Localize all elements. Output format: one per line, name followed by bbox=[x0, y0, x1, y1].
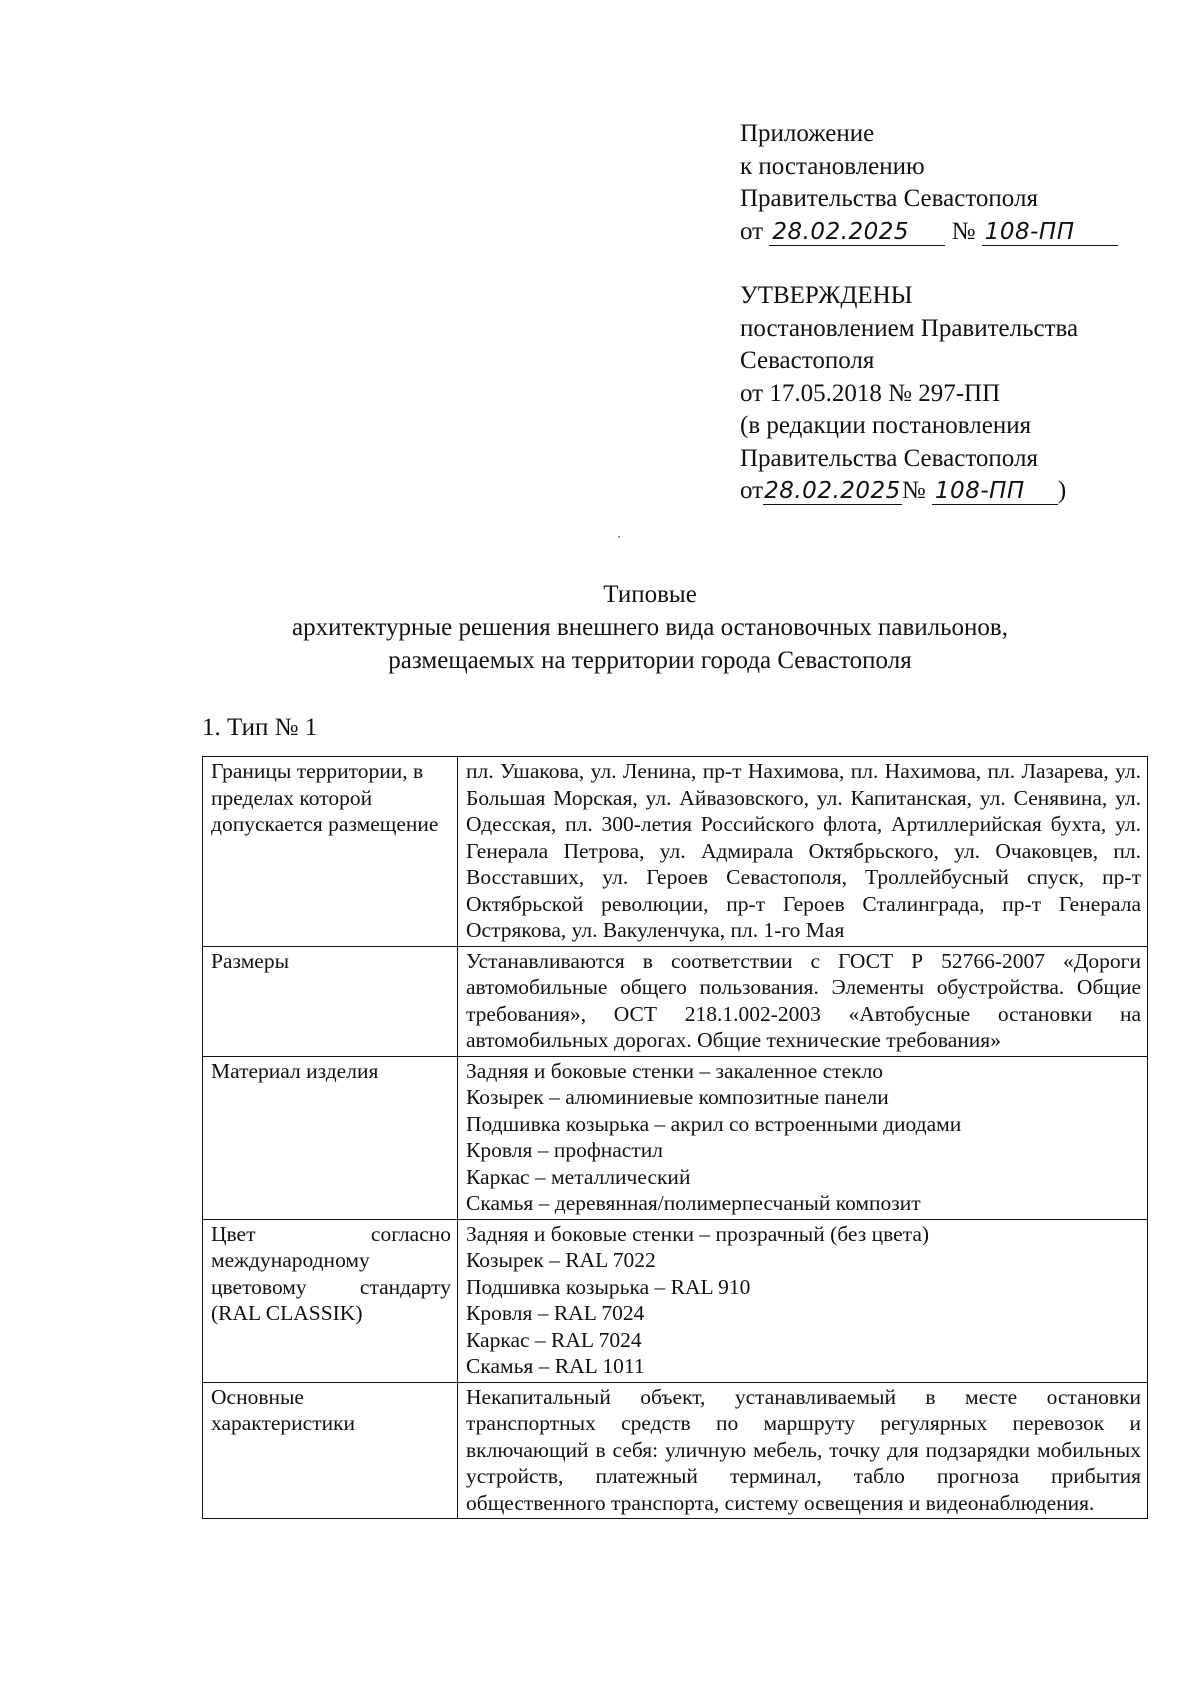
handwritten-number: 108-ПП bbox=[932, 478, 1058, 505]
row-value: Устанавливаются в соответствии с ГОСТ Р 52766-2007 «Дороги автомобильные общего пользования. Элементы обустройства. Общие требования», ОСТ 218.1.002-2003 «Автобусные остановки на автомобильных дорогах. Общие технические требования» bbox=[458, 946, 1148, 1056]
section-heading: 1. Тип № 1 bbox=[202, 714, 318, 741]
row-value-list bbox=[458, 1056, 1148, 1219]
row-value: Некапитальный объект, устанавливаемый в месте остановки транспортных средств по маршруту регулярных перевозок и включающий в себя: уличную мебель, точку для подзарядки мобильных устройств, платежный терминал, табло прогноза прибытия общественного транспорта, систему освещения и видеонаблюдения. bbox=[458, 1382, 1148, 1519]
table-row bbox=[203, 1056, 1148, 1219]
row-label: Основные характеристики bbox=[203, 1382, 458, 1519]
list-item: Кровля – RAL 7024 bbox=[466, 1301, 645, 1325]
handwritten-date: 28.02.2025 bbox=[769, 219, 945, 246]
date-prefix: от bbox=[740, 477, 764, 504]
date-prefix: от bbox=[740, 217, 764, 245]
number-prefix: № bbox=[901, 477, 926, 504]
appendix-line: Приложение bbox=[740, 120, 875, 147]
row-value-list bbox=[458, 1219, 1148, 1382]
approval-heading: УТВЕРЖДЕНЫ bbox=[740, 282, 913, 309]
row-value: пл. Ушакова, ул. Ленина, пр-т Нахимова, пл. Нахимова, пл. Лазарева, ул. Большая Морская, ул. Айвазовского, ул. Капитанская, ул. Сенявина, ул. Одесская, пл. 300-летия Российского флота, Артиллерийская бухта, ул. Генерала Петрова, ул. Адмирала Октябрьского, ул. Очаковцев, пл. Восставших, ул. Героев Севастополя, Троллейбусный спуск, пр-т Октябрьской революции, пр-т Героев Сталинграда, пр-т Генерала Острякова, ул. Вакуленчука, пл. 1-го Мая bbox=[458, 757, 1148, 947]
approval-date-line bbox=[740, 475, 1170, 508]
list-item: Скамья – деревянная/полимерпесчаный композит bbox=[466, 1191, 921, 1215]
handwritten-number: 108-ПП bbox=[982, 219, 1118, 246]
closing-parenthesis: ) bbox=[1057, 477, 1067, 504]
document-title bbox=[200, 578, 1100, 677]
table-row bbox=[203, 1219, 1148, 1382]
approval-line: от 17.05.2018 № 297-ПП bbox=[740, 379, 1001, 407]
approval-line: (в редакции постановления bbox=[740, 412, 1032, 439]
title-line: размещаемых на территории города Севастополя bbox=[388, 647, 912, 674]
list-item: Задняя и боковые стенки – закаленное стекло bbox=[466, 1058, 884, 1083]
row-label: Материал изделия bbox=[203, 1056, 458, 1219]
list-item: Подшивка козырька – RAL 910 bbox=[466, 1274, 751, 1299]
table-row bbox=[203, 757, 1148, 947]
list-item: Задняя и боковые стенки – прозрачный (без цвета) bbox=[466, 1221, 930, 1246]
scan-speck bbox=[618, 536, 620, 538]
approval-line: Севастополя bbox=[740, 347, 875, 374]
table-row bbox=[203, 1382, 1148, 1519]
list-item: Каркас – RAL 7024 bbox=[466, 1327, 642, 1352]
appendix-line: Правительства Севастополя bbox=[740, 185, 1038, 212]
list-item: Кровля – профнастил bbox=[466, 1138, 663, 1162]
title-line: Типовые bbox=[603, 581, 697, 608]
approval-block bbox=[740, 280, 1170, 508]
appendix-block bbox=[740, 118, 1160, 248]
row-label: Размеры bbox=[203, 946, 458, 1056]
appendix-date-line bbox=[740, 216, 1160, 249]
list-item: Каркас – металлический bbox=[466, 1164, 691, 1189]
handwritten-date: 28.02.2025 bbox=[764, 478, 901, 504]
number-prefix: № bbox=[951, 217, 976, 245]
list-item: Козырек – алюминиевые композитные панели bbox=[466, 1085, 889, 1109]
approval-line: постановлением Правительства bbox=[740, 314, 1079, 342]
table-row bbox=[203, 946, 1148, 1056]
appendix-line: к постановлению bbox=[740, 152, 925, 180]
row-label: Цвет согласно международному цветовому стандарту (RAL CLASSIK) bbox=[203, 1219, 458, 1382]
list-item: Скамья – RAL 1011 bbox=[466, 1354, 645, 1378]
specs-table bbox=[202, 756, 1148, 1519]
list-item: Подшивка козырька – акрил со встроенными диодами bbox=[466, 1111, 962, 1136]
title-line: архитектурные решения внешнего вида остановочных павильонов, bbox=[292, 614, 1008, 641]
row-label: Границы территории, в пределах которой допускается размещение bbox=[203, 757, 458, 947]
approval-line: Правительства Севастополя bbox=[740, 444, 1038, 472]
list-item: Козырек – RAL 7022 bbox=[466, 1248, 656, 1272]
